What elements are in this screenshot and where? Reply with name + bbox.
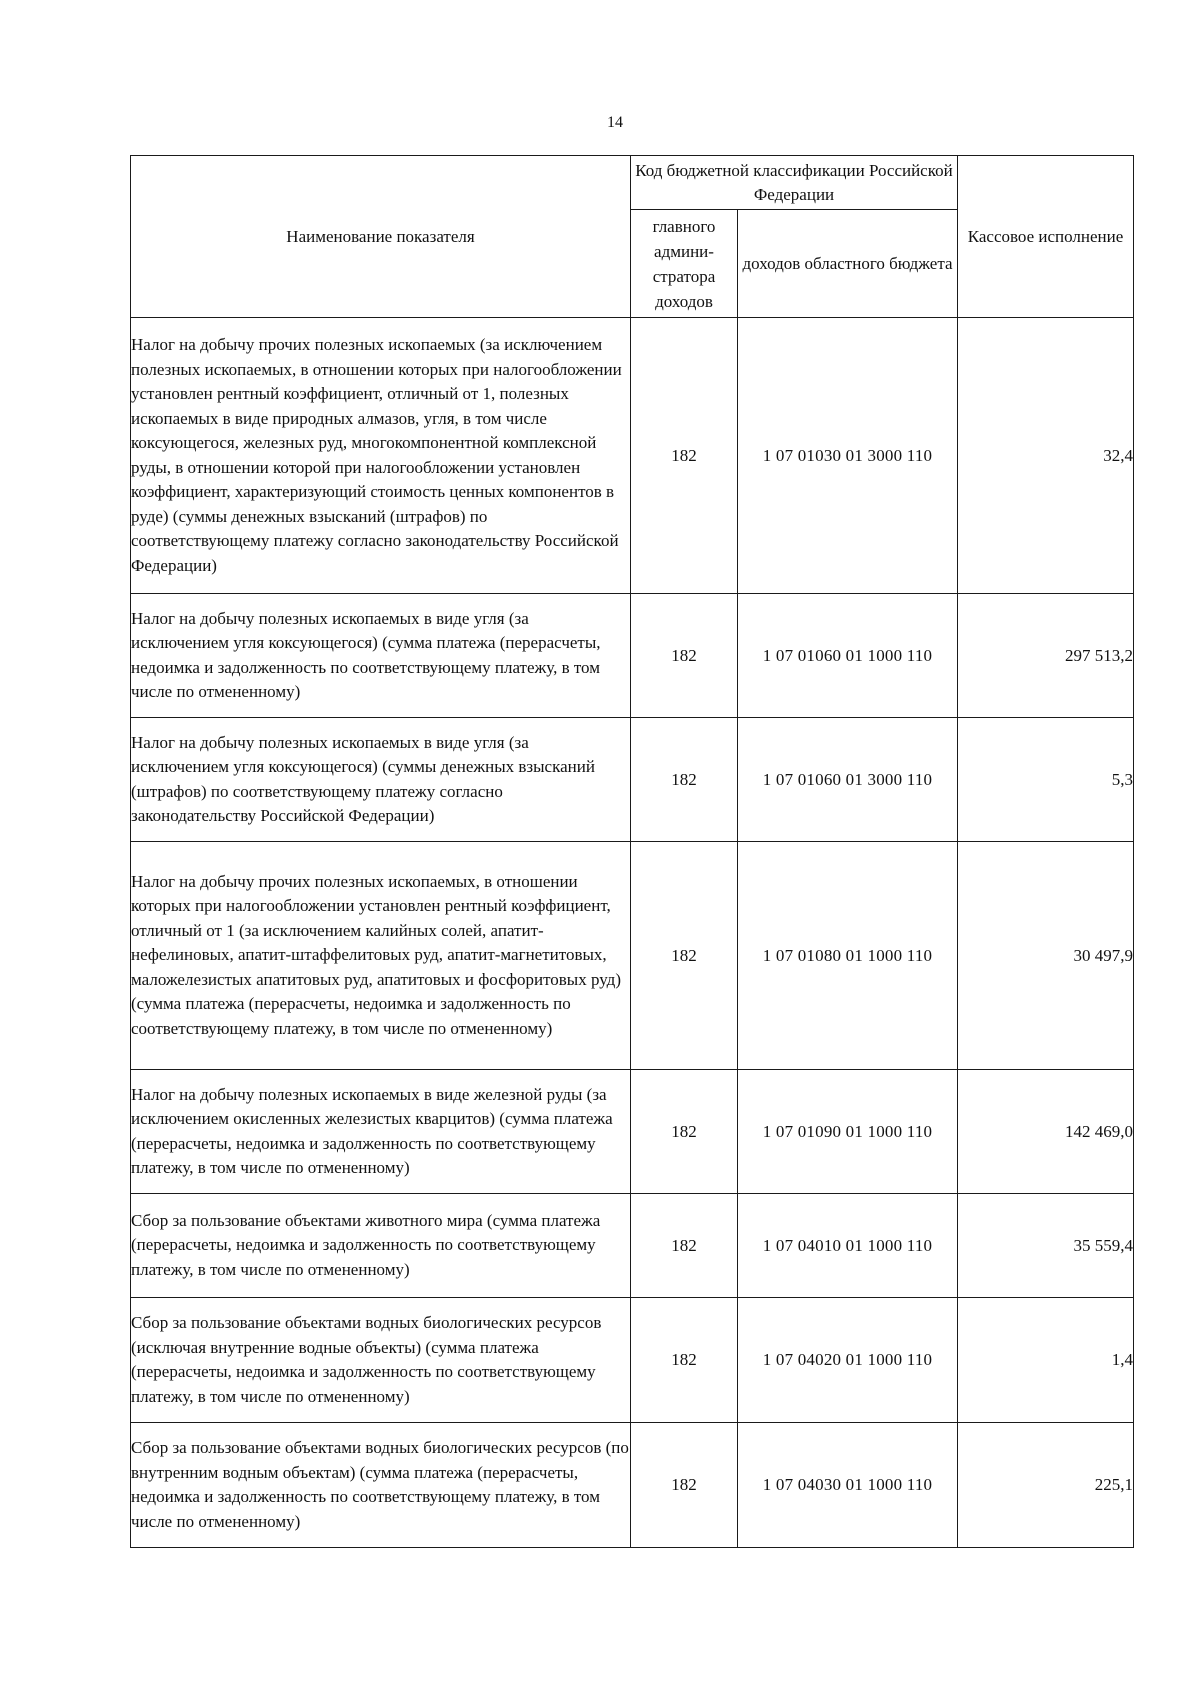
administrator-code: 182 bbox=[631, 594, 738, 718]
table-row bbox=[131, 594, 1134, 718]
header-regional-budget-income: доходов областного бюджета bbox=[738, 210, 958, 318]
cash-execution-amount: 1,4 bbox=[958, 1298, 1134, 1423]
budget-classification-code: 1 07 01060 01 1000 110 bbox=[738, 594, 958, 718]
cash-execution-amount: 30 497,9 bbox=[958, 842, 1134, 1070]
table-row bbox=[131, 1070, 1134, 1194]
budget-classification-code: 1 07 04020 01 1000 110 bbox=[738, 1298, 958, 1423]
page-number: 14 bbox=[607, 114, 623, 131]
budget-classification-code: 1 07 04010 01 1000 110 bbox=[738, 1194, 958, 1298]
indicator-name: Сбор за пользование объектами водных биологических ресурсов (по внутренним водным объектам) (сумма платежа (перерасчеты, недоимка и задолженность по соответствующему платежу, в том числе по отмененному) bbox=[131, 1423, 631, 1548]
cash-execution-amount: 32,4 bbox=[958, 318, 1134, 594]
indicator-name: Налог на добычу прочих полезных ископаемых (за исключением полезных ископаемых, в отношении которых при налогообложении установлен рентный коэффициент, отличный от 1, полезных ископаемых в виде природных алмазов, угля, в том числе коксующегося, железных руд, многокомпонентной комплексной руды, в отношении которой при налогообложении установлен коэффициент, характеризующий стоимость ценных компонентов в руде) (суммы денежных взысканий (штрафов) по соответствующему платежу согласно законодательству Российской Федерации) bbox=[131, 318, 631, 594]
cash-execution-amount: 35 559,4 bbox=[958, 1194, 1134, 1298]
administrator-code: 182 bbox=[631, 842, 738, 1070]
administrator-code: 182 bbox=[631, 1298, 738, 1423]
table-header bbox=[131, 156, 1134, 318]
administrator-code: 182 bbox=[631, 1423, 738, 1548]
table-row bbox=[131, 718, 1134, 842]
table-row bbox=[131, 318, 1134, 594]
header-classification-code: Код бюджетной классификации Российской Федерации bbox=[631, 156, 958, 210]
indicator-name: Налог на добычу полезных ископаемых в виде угля (за исключением угля коксующегося) (сумма платежа (перерасчеты, недоимка и задолженность по соответствующему платежу, в том числе по отмененному) bbox=[131, 594, 631, 718]
header-chief-administrator: главного админи- стратора доходов bbox=[631, 210, 738, 318]
budget-classification-code: 1 07 01030 01 3000 110 bbox=[738, 318, 958, 594]
table-row bbox=[131, 1194, 1134, 1298]
indicator-name: Сбор за пользование объектами водных биологических ресурсов (исключая внутренние водные объекты) (сумма платежа (перерасчеты, недоимка и задолженность по соответствующему платежу, в том числе по отмененному) bbox=[131, 1298, 631, 1423]
budget-classification-code: 1 07 01060 01 3000 110 bbox=[738, 718, 958, 842]
indicator-name: Сбор за пользование объектами животного мира (сумма платежа (перерасчеты, недоимка и задолженность по соответствующему платежу, в том числе по отмененному) bbox=[131, 1194, 631, 1298]
budget-classification-code: 1 07 01080 01 1000 110 bbox=[738, 842, 958, 1070]
budget-table bbox=[130, 155, 1134, 1548]
table-row bbox=[131, 1298, 1134, 1423]
administrator-code: 182 bbox=[631, 718, 738, 842]
table-row bbox=[131, 1423, 1134, 1548]
cash-execution-amount: 225,1 bbox=[958, 1423, 1134, 1548]
budget-classification-code: 1 07 01090 01 1000 110 bbox=[738, 1070, 958, 1194]
table-body bbox=[131, 318, 1134, 1548]
cash-execution-amount: 142 469,0 bbox=[958, 1070, 1134, 1194]
header-cash-execution: Кассовое исполнение bbox=[958, 156, 1134, 318]
administrator-code: 182 bbox=[631, 318, 738, 594]
administrator-code: 182 bbox=[631, 1070, 738, 1194]
table-row bbox=[131, 842, 1134, 1070]
header-indicator-name: Наименование показателя bbox=[131, 156, 631, 318]
indicator-name: Налог на добычу полезных ископаемых в виде железной руды (за исключением окисленных железистых кварцитов) (сумма платежа (перерасчеты, недоимка и задолженность по соответствующему платежу, в том числе по отмененному) bbox=[131, 1070, 631, 1194]
administrator-code: 182 bbox=[631, 1194, 738, 1298]
cash-execution-amount: 297 513,2 bbox=[958, 594, 1134, 718]
budget-classification-code: 1 07 04030 01 1000 110 bbox=[738, 1423, 958, 1548]
indicator-name: Налог на добычу полезных ископаемых в виде угля (за исключением угля коксующегося) (суммы денежных взысканий (штрафов) по соответствующему платежу согласно законодательству Российской Федерации) bbox=[131, 718, 631, 842]
cash-execution-amount: 5,3 bbox=[958, 718, 1134, 842]
indicator-name: Налог на добычу прочих полезных ископаемых, в отношении которых при налогообложении установлен рентный коэффициент, отличный от 1 (за исключением калийных солей, апатит-нефелиновых, апатит-штаффелитовых руд, апатит-магнетитовых, маложелезистых апатитовых руд, апатитовых и фосфоритовых руд) (сумма платежа (перерасчеты, недоимка и задолженность по соответствующему платежу, в том числе по отмененному) bbox=[131, 842, 631, 1070]
